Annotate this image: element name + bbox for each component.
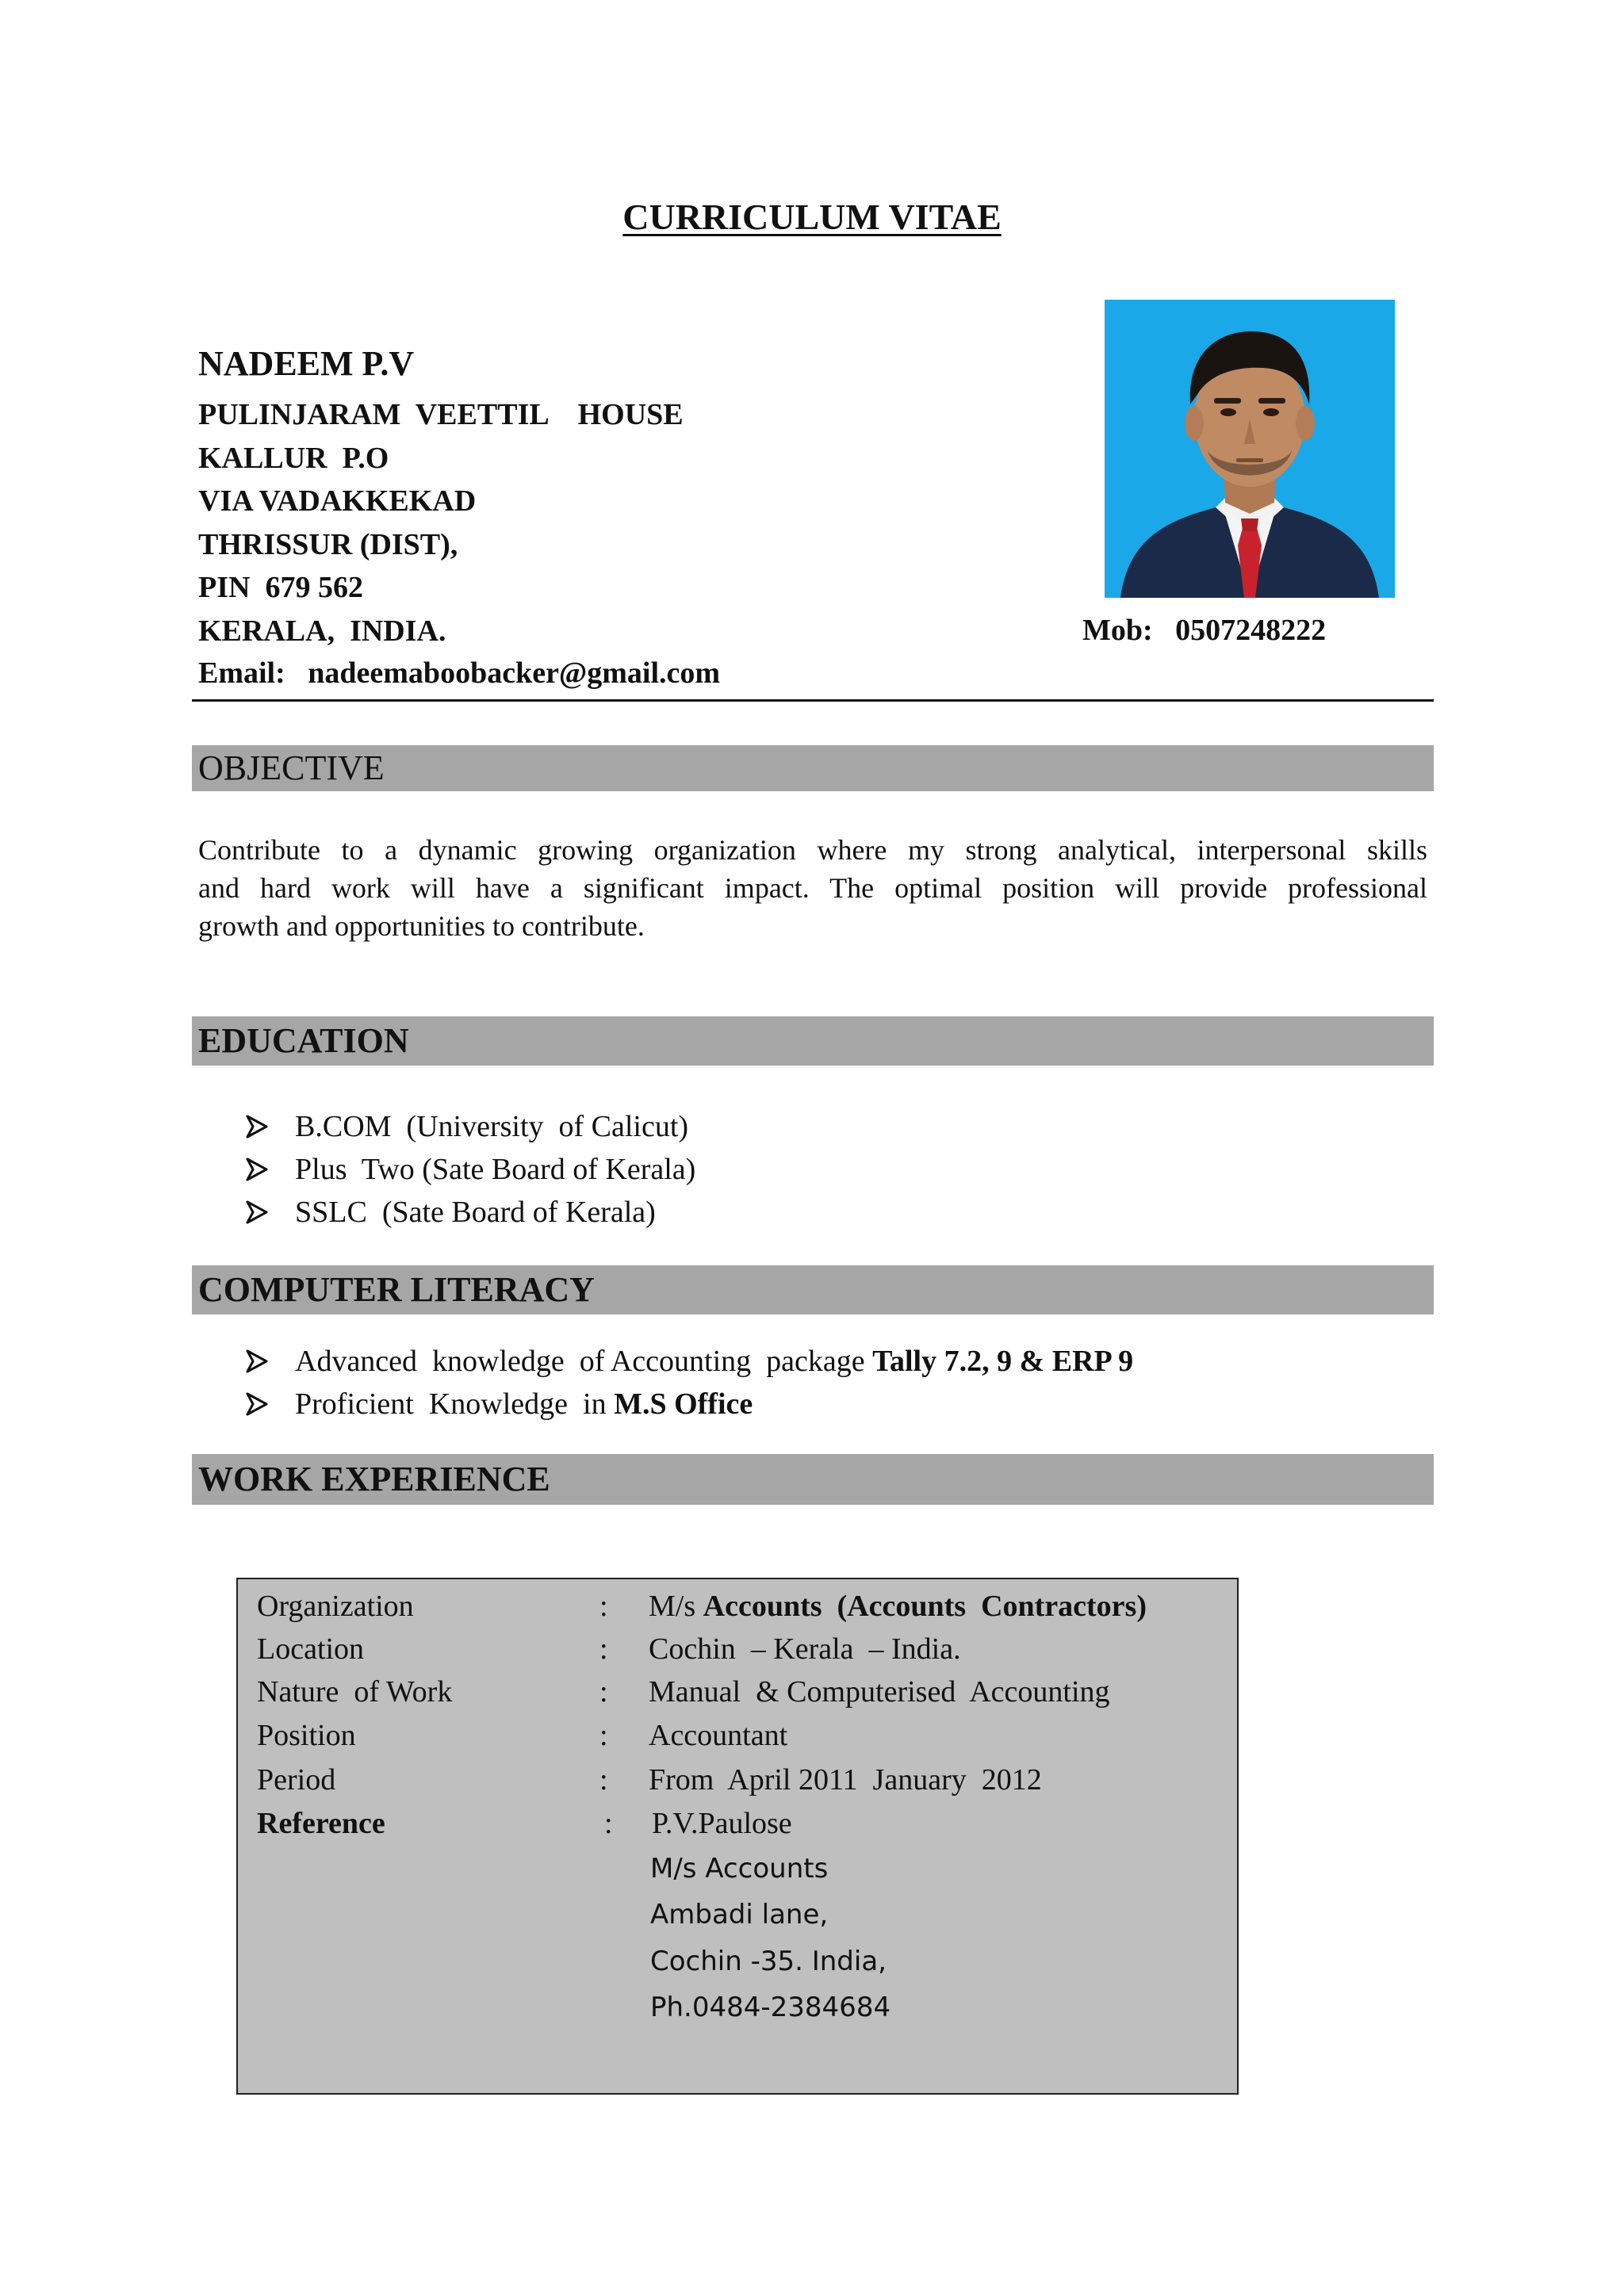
email-value[interactable]: nadeemaboobacker@gmail.com — [308, 656, 721, 690]
reference-phone: Ph.0484-2384684 — [650, 1992, 891, 2023]
reference-detail-line: Ambadi lane, — [650, 1899, 829, 1931]
list-item — [246, 1191, 695, 1234]
work-experience-heading: WORK EXPERIENCE — [198, 1460, 550, 1498]
objective-heading-band — [192, 745, 1434, 791]
skill-text: Proficient Knowledge in — [295, 1387, 615, 1421]
mobile-line — [1082, 609, 1326, 652]
list-item — [246, 1383, 1133, 1425]
list-item — [246, 1340, 1133, 1383]
reference-detail-line: M/s Accounts — [650, 1853, 829, 1885]
address-line: THRISSUR (DIST), — [198, 527, 458, 561]
period-label: Period — [257, 1763, 336, 1797]
colon: : — [604, 1807, 613, 1840]
address-line: KALLUR P.O — [198, 441, 389, 475]
nature-of-work-label: Nature of Work — [257, 1675, 453, 1709]
candidate-name: NADEEM P.V — [198, 344, 415, 383]
organization-label: Organization — [257, 1590, 414, 1623]
period-value: From April 2011 January 2012 — [649, 1763, 1042, 1797]
colon: : — [599, 1719, 608, 1752]
nature-of-work-value: Manual & Computerised Accounting — [649, 1675, 1110, 1709]
colon: : — [599, 1675, 608, 1709]
arrow-bullet-icon — [246, 1200, 295, 1224]
profile-photo — [1105, 300, 1395, 598]
arrow-bullet-icon — [246, 1115, 295, 1138]
mobile-label: Mob: — [1082, 614, 1153, 647]
location-value: Cochin – Kerala – India. — [649, 1632, 961, 1666]
reference-name: P.V.Paulose — [652, 1807, 792, 1840]
objective-paragraph — [198, 831, 1427, 945]
colon: : — [599, 1590, 608, 1623]
document-title — [0, 195, 1624, 239]
position-value: Accountant — [649, 1719, 788, 1752]
address-line: VIA VADAKKEKAD — [198, 484, 477, 518]
education-item: B.COM (University of Calicut) — [295, 1110, 689, 1143]
list-item — [246, 1148, 695, 1191]
mobile-value: 0507248222 — [1175, 614, 1327, 647]
arrow-bullet-icon — [246, 1158, 295, 1181]
address-line: PULINJARAM VEETTIL HOUSE — [198, 398, 684, 431]
reference-detail-line: Cochin -35. India, — [650, 1946, 887, 1977]
objective-line: growth and opportunities to contribute. — [198, 910, 645, 942]
address-line: KERALA, INDIA. — [198, 614, 446, 648]
location-label: Location — [257, 1632, 365, 1666]
arrow-bullet-icon — [246, 1349, 295, 1373]
arrow-bullet-icon — [246, 1392, 295, 1416]
education-heading: EDUCATION — [198, 1021, 409, 1060]
objective-heading: OBJECTIVE — [198, 748, 385, 787]
profile-photo-drawing — [1105, 300, 1395, 598]
list-item — [246, 1105, 695, 1148]
work-experience-heading-band — [192, 1454, 1434, 1505]
address-block — [198, 393, 684, 652]
objective-line: and hard work will have a significant impact. The optimal position will provide professional — [198, 872, 1427, 904]
skill-text: Advanced knowledge of Accounting package — [295, 1345, 873, 1378]
education-item: SSLC (Sate Board of Kerala) — [295, 1196, 656, 1229]
organization-name: Accounts (Accounts Contractors) — [703, 1590, 1147, 1623]
computer-literacy-heading: COMPUTER LITERACY — [198, 1270, 595, 1309]
colon: : — [599, 1632, 608, 1666]
computer-literacy-heading-band — [192, 1265, 1434, 1314]
address-line: PIN 679 562 — [198, 571, 363, 604]
organization-prefix: M/s — [649, 1590, 703, 1623]
education-list — [246, 1105, 695, 1234]
document-title-text: CURRICULUM VITAE — [622, 197, 1002, 237]
colon: : — [599, 1763, 608, 1797]
computer-literacy-list — [246, 1340, 1133, 1425]
objective-line: Contribute to a dynamic growing organization where my strong analytical, interpersonal skills — [198, 834, 1427, 866]
skill-highlight: Tally 7.2, 9 & ERP 9 — [872, 1345, 1134, 1378]
email-label: Email: — [198, 656, 285, 690]
position-label: Position — [257, 1719, 356, 1752]
email-line — [198, 652, 720, 695]
reference-label — [257, 1802, 385, 1845]
organization-value — [649, 1585, 1147, 1628]
education-heading-band — [192, 1016, 1434, 1066]
education-item: Plus Two (Sate Board of Kerala) — [295, 1153, 696, 1186]
header-divider — [192, 699, 1434, 702]
reference-label-text: Reference — [257, 1807, 385, 1840]
skill-highlight: M.S Office — [614, 1387, 753, 1421]
